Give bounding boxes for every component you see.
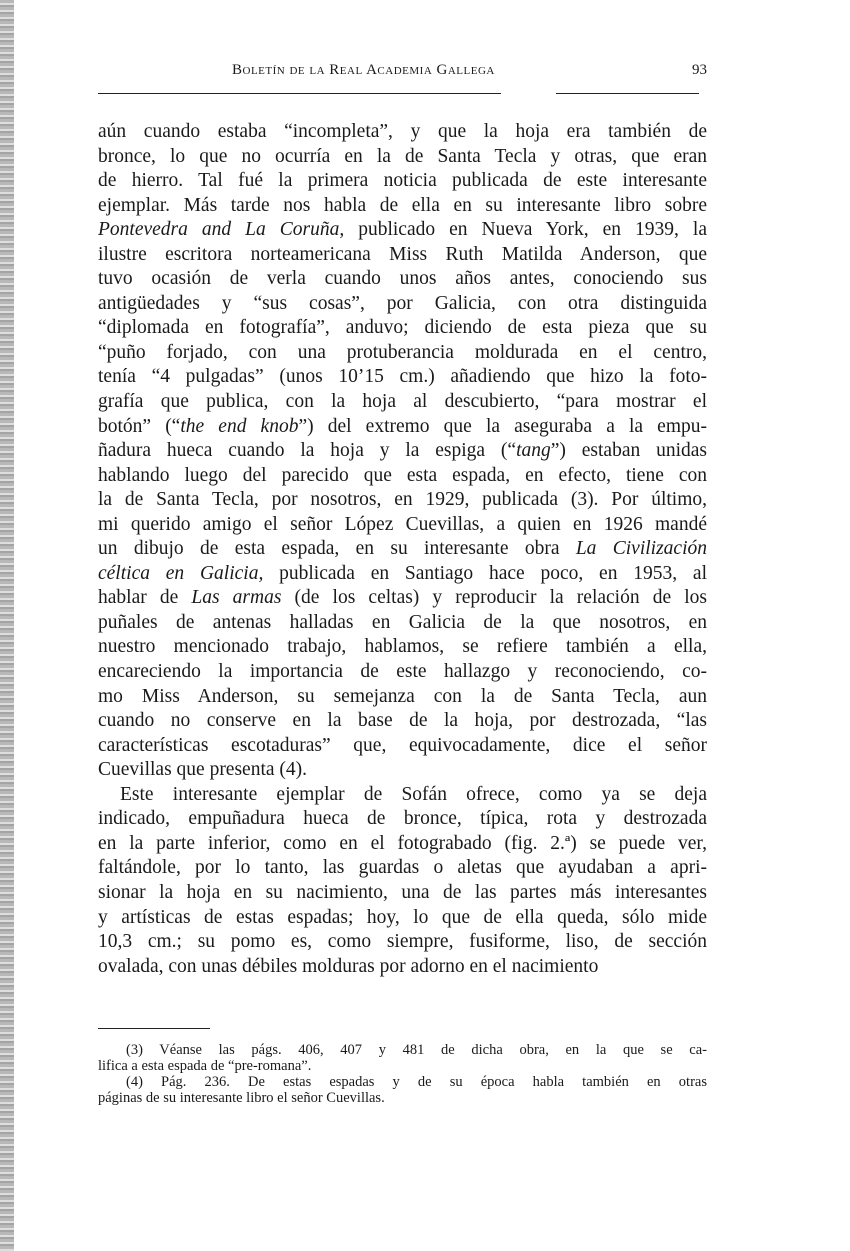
text-line bbox=[98, 218, 707, 243]
text-run: tuvo ocasión de verla cuando unos años antes, conociendo sus bbox=[98, 268, 707, 290]
footnote-line: lifica a esta espada de “pre-romana”. bbox=[98, 1058, 312, 1074]
text-run: nuestro mencionado trabajo, hablamos, se refiere también a ella, bbox=[98, 636, 707, 658]
page-number: 93 bbox=[692, 62, 707, 78]
paragraph bbox=[98, 783, 707, 979]
text-run: ñadura hueca cuando la hoja y la espiga (“ bbox=[98, 440, 517, 462]
text-run: mi querido amigo el señor López Cuevillas, a quien en 1926 mandé bbox=[98, 513, 707, 535]
text-line bbox=[98, 856, 707, 881]
italic-title: Las armas bbox=[191, 587, 282, 609]
footnote-rule bbox=[98, 1028, 210, 1029]
scan-edge-shadow bbox=[0, 0, 14, 1251]
text-run: (de los celtas) y reproducir la relación de los bbox=[281, 587, 707, 609]
italic-title: the end knob bbox=[180, 415, 299, 437]
text-run: ”) del extremo que la aseguraba a la empu- bbox=[298, 415, 707, 437]
text-run: aún cuando estaba “incompleta”, y que la hoja era también de bbox=[98, 121, 707, 142]
text-line bbox=[98, 660, 707, 685]
text-line bbox=[98, 783, 707, 808]
paragraph bbox=[98, 120, 707, 783]
footnote-line: (4) Pág. 236. De estas espadas y de su época habla también en otras bbox=[126, 1074, 707, 1090]
text-line bbox=[98, 734, 707, 759]
text-line bbox=[98, 685, 707, 710]
text-run: la de Santa Tecla, por nosotros, en 1929, publicada (3). Por último, bbox=[98, 489, 707, 511]
text-line bbox=[98, 955, 707, 980]
text-line bbox=[98, 243, 707, 268]
text-line bbox=[98, 635, 707, 660]
text-run: publicado en Nueva York, en 1939, la bbox=[344, 219, 707, 241]
text-run: de hierro. Tal fué la primera noticia publicada de este interesante bbox=[98, 170, 707, 192]
text-line bbox=[98, 267, 707, 292]
text-line bbox=[98, 488, 707, 513]
text-line bbox=[98, 464, 707, 489]
text-run: hablando luego del parecido que esta espada, en efecto, tiene con bbox=[98, 464, 707, 486]
text-run: tenía “4 pulgadas” (unos 10’15 cm.) añadiendo que hizo la foto- bbox=[98, 366, 707, 388]
text-run: botón” (“ bbox=[98, 415, 181, 437]
text-line bbox=[98, 832, 707, 857]
italic-title: tang bbox=[516, 440, 551, 462]
italic-title: Pontevedra and La Coruña, bbox=[98, 219, 345, 241]
text-run: indicado, empuñadura hueca de bronce, típica, rota y destrozada bbox=[98, 808, 707, 830]
running-title: Boletín de la Real Academia Gallega bbox=[232, 62, 495, 78]
text-run: hablar de bbox=[98, 587, 192, 609]
text-line bbox=[98, 513, 707, 538]
text-line bbox=[98, 292, 707, 317]
text-run: “diplomada en fotografía”, anduvo; diciendo de esta pieza que su bbox=[98, 317, 707, 339]
text-line bbox=[98, 611, 707, 636]
text-run: ilustre escritora norteamericana Miss Ruth Matilda Anderson, que bbox=[98, 243, 707, 265]
text-run: Cuevillas que presenta (4). bbox=[98, 759, 308, 781]
italic-title: céltica en Galicia, bbox=[98, 562, 264, 584]
text-run: y artísticas de estas espadas; hoy, lo que de ella queda, sólo mide bbox=[98, 906, 707, 928]
text-line bbox=[98, 415, 707, 440]
text-run: 10,3 cm.; su pomo es, como siempre, fusiforme, liso, de sección bbox=[98, 931, 707, 953]
text-run: puñales de antenas halladas en Galicia de la que nosotros, en bbox=[98, 611, 707, 633]
text-line bbox=[98, 439, 707, 464]
text-line bbox=[98, 758, 707, 783]
text-run: grafía que publica, con la hoja al descubierto, “para mostrar el bbox=[98, 391, 707, 413]
text-run: faltándole, por lo tanto, las guardas o aletas que ayudaban a apri- bbox=[98, 857, 707, 879]
text-line bbox=[98, 906, 707, 931]
body-text bbox=[98, 120, 707, 979]
text-line bbox=[98, 316, 707, 341]
text-line bbox=[98, 194, 707, 219]
footnote bbox=[98, 1074, 707, 1106]
header-rule-right bbox=[556, 93, 699, 94]
text-line bbox=[98, 120, 707, 145]
text-run: un dibujo de esta espada, en su interesante obra bbox=[98, 538, 576, 560]
footnotes bbox=[98, 1042, 707, 1106]
text-line bbox=[98, 930, 707, 955]
text-line bbox=[98, 709, 707, 734]
text-run: ejemplar. Más tarde nos habla de ella en su interesante libro sobre bbox=[98, 194, 707, 216]
text-line bbox=[98, 365, 707, 390]
text-run: cuando no conserve en la base de la hoja, por destrozada, “las bbox=[98, 710, 707, 732]
text-run: encareciendo la importancia de este hallazgo y reconociendo, co- bbox=[98, 661, 707, 683]
text-run: ovalada, con unas débiles molduras por adorno en el nacimiento bbox=[98, 955, 599, 977]
text-run: antigüedades y “sus cosas”, por Galicia, con otra distinguida bbox=[98, 292, 707, 314]
text-line bbox=[98, 562, 707, 587]
italic-title: La Civilización bbox=[575, 538, 707, 560]
text-line bbox=[98, 881, 707, 906]
text-run: bronce, lo que no ocurría en la de Santa Tecla y otras, que eran bbox=[98, 145, 707, 167]
text-run: sionar la hoja en su nacimiento, una de las partes más interesantes bbox=[98, 881, 707, 903]
text-run: publicada en Santiago hace poco, en 1953, al bbox=[263, 562, 707, 584]
header-rule bbox=[98, 93, 501, 94]
text-line bbox=[98, 586, 707, 611]
text-line bbox=[98, 341, 707, 366]
footnote-line: páginas de su interesante libro el señor Cuevillas. bbox=[98, 1090, 385, 1106]
footnote bbox=[98, 1042, 707, 1074]
text-run: Este interesante ejemplar de Sofán ofrece, como ya se deja bbox=[120, 783, 707, 805]
text-run: “puño forjado, con una protuberancia moldurada en el centro, bbox=[98, 341, 707, 363]
page-header bbox=[98, 62, 707, 84]
text-run: características escotaduras” que, equivocadamente, dice el señor bbox=[98, 734, 707, 756]
text-line bbox=[98, 537, 707, 562]
text-run: ”) estaban unidas bbox=[550, 440, 707, 462]
text-run: en la parte inferior, como en el fotograbado (fig. 2.ª) se puede ver, bbox=[98, 832, 707, 854]
text-run: mo Miss Anderson, su semejanza con la de Santa Tecla, aun bbox=[98, 685, 707, 707]
text-line bbox=[98, 145, 707, 170]
text-line bbox=[98, 390, 707, 415]
text-line bbox=[98, 169, 707, 194]
text-line bbox=[98, 807, 707, 832]
footnote-line: (3) Véanse las págs. 406, 407 y 481 de dicha obra, en la que se ca- bbox=[126, 1042, 707, 1058]
